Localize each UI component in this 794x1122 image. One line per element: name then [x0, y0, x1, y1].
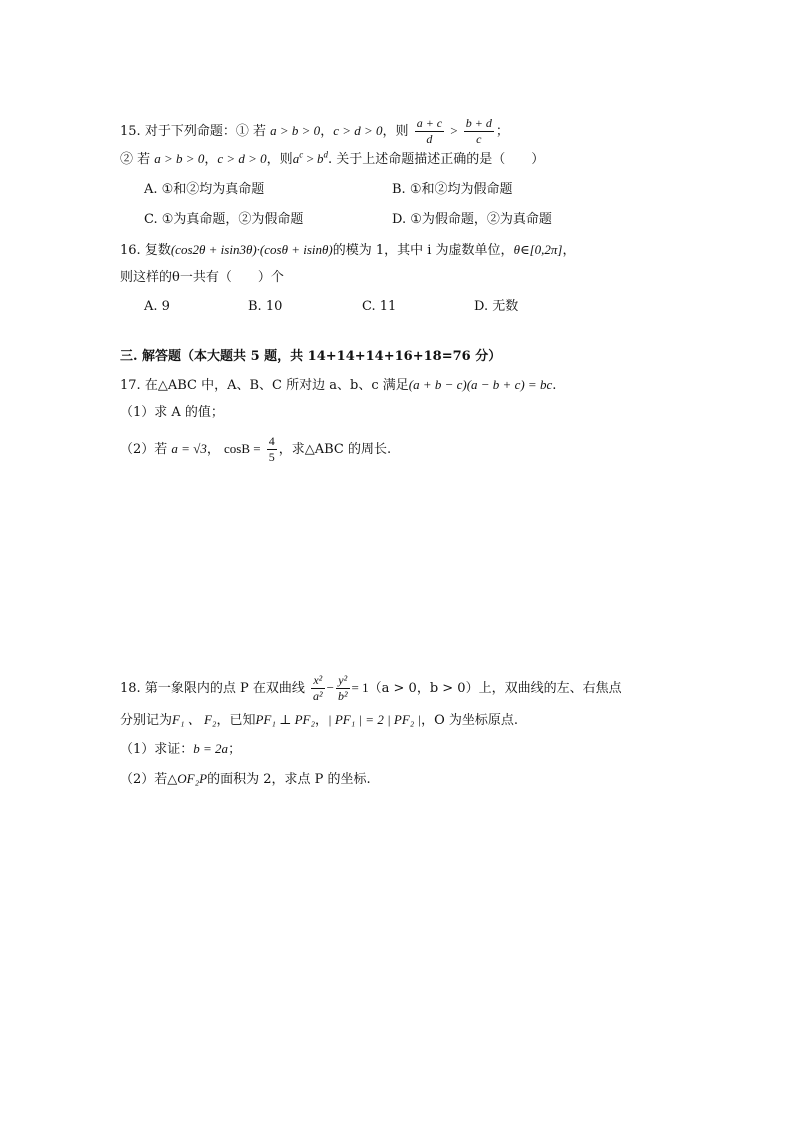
q15-p1-end: ；	[495, 124, 509, 139]
q17-number: 17.	[120, 378, 141, 393]
q16-expr: (cos2θ + isin3θ)·(cosθ + isinθ)	[170, 242, 333, 257]
q15-p2-base1: a	[292, 151, 300, 166]
q17-sub2-frac	[267, 434, 277, 465]
q17-eq: (a + b − c)(a − b + c) = bc	[408, 377, 553, 392]
q15-p1-cond: 若	[252, 124, 266, 139]
q18-line2-d: ，O 为坐标原点.	[421, 713, 519, 728]
q15-frac1-num: a + c	[416, 116, 443, 130]
q15-p1-then: ，则	[382, 124, 409, 139]
q17-sub2-frac-num: 4	[268, 434, 275, 448]
q18-sub1-prefix: （1）求证：	[120, 742, 194, 757]
q17-sub2-cos: cosB =	[224, 441, 261, 456]
q15-p2-tail: . 关于上述命题描述正确的是（ ）	[328, 152, 545, 167]
q18-perp: PF₁ ⊥ PF₂	[255, 712, 315, 727]
q16-text-c: ，	[562, 243, 576, 258]
q16-domain: θ∈[0,2π]	[513, 242, 563, 257]
q18-number: 18.	[120, 681, 141, 696]
q15-p2-base2: b	[317, 151, 324, 166]
q15-choice-c: C. ①为真命题，②为假命题	[144, 212, 304, 227]
q15-p2-prefix: ② 若	[120, 152, 151, 167]
q18-frac1	[311, 673, 325, 704]
q18-sub2-prefix: （2）若△	[120, 772, 178, 787]
q16-line2: 则这样的θ一共有（ ）个	[120, 270, 284, 285]
q18-frac1-num: x²	[311, 673, 325, 689]
q15-choice-d: D. ①为假命题，②为真命题	[392, 212, 552, 227]
q18-sub2	[120, 770, 371, 789]
q15-stem-prefix: 对于下列命题：①	[144, 124, 249, 139]
q15-line1	[120, 116, 509, 147]
q15-number: 15.	[120, 124, 141, 139]
q17-text-a: 在△ABC 中，A、B、C 所对边 a、b、c 满足	[144, 378, 409, 393]
q15-choice-b: B. ①和②均为假命题	[392, 182, 513, 197]
q15-p1-ineq2: c > d > 0	[333, 123, 383, 138]
q18-frac2-num: y²	[336, 673, 350, 689]
q15-line2	[120, 150, 544, 169]
q18-line1	[120, 671, 622, 706]
q15-frac2	[464, 116, 494, 147]
q15-p2-gt: >	[303, 151, 318, 166]
q15-p2-exp2: d	[323, 149, 329, 160]
q16-choice-a: A. 9	[144, 299, 170, 314]
q16-number: 16.	[120, 243, 141, 258]
q15-p2-exp1: c	[299, 149, 304, 160]
q15-choice-a: A. ①和②均为真命题	[144, 182, 265, 197]
q18-text-a: 第一象限内的点 P 在双曲线	[144, 681, 305, 696]
q17-sub2	[120, 432, 391, 467]
q17-sub2-prefix: （2）若	[120, 442, 168, 457]
q18-line2-a: 分别记为	[120, 713, 173, 728]
q15-frac2-num: b + d	[465, 116, 492, 130]
q16-choice-c: C. 11	[362, 299, 397, 314]
q18-sub2-tail: 的面积为 2，求点 P 的坐标.	[207, 772, 371, 787]
q18-cond: （a > 0，b > 0）上，双曲线的左、右焦点	[368, 681, 622, 696]
q18-frac1-den: a²	[312, 689, 323, 703]
q18-frac2	[336, 673, 350, 704]
q15-p1-gt: >	[450, 123, 458, 138]
q17-sub2-frac-den: 5	[268, 450, 275, 464]
q15-p1-comma: ，	[320, 124, 334, 139]
q16-text-a: 复数	[144, 243, 171, 258]
q18-sub1-end: ；	[228, 742, 242, 757]
q18-dist: | PF₁ | = 2 | PF₂ |	[328, 712, 422, 727]
q18-minus: −	[326, 680, 334, 695]
q18-line2-c: ，	[314, 713, 328, 728]
section3-heading: 三. 解答题（本大题共 5 题，共 14+14+14+16+18=76 分）	[120, 349, 502, 364]
q15-frac1	[415, 116, 444, 147]
q18-line2-b: ，已知	[216, 713, 256, 728]
q18-frac2-den: b²	[337, 689, 348, 703]
q15-p2-ineq1: a > b > 0	[154, 151, 205, 166]
q18-foci: F₁ 、 F₂	[172, 712, 217, 727]
q18-sub1-eq: b = 2a	[193, 741, 229, 756]
q16-line1	[120, 241, 575, 260]
q17-line1	[120, 376, 556, 395]
q15-frac1-den: d	[426, 132, 433, 146]
q17-sub1: （1）求 A 的值；	[120, 405, 224, 420]
q16-choice-d: D. 无数	[474, 299, 519, 314]
q18-sub2-tri: OF₂P	[177, 771, 208, 786]
q15-p1-ineq1: a > b > 0	[270, 123, 321, 138]
q15-p2-comma: ，	[204, 152, 218, 167]
q15-frac2-den: c	[476, 132, 482, 146]
q18-sub1	[120, 740, 241, 759]
q17-sub2-a: a = √3	[171, 441, 207, 456]
q17-sub2-tail: ，求△ABC 的周长.	[278, 442, 392, 457]
q16-choice-b: B. 10	[248, 299, 283, 314]
q15-p2-then: ，则	[266, 152, 293, 167]
q18-eq-one: = 1	[351, 680, 369, 695]
q16-text-b: 的模为 1，其中 i 为虚数单位，	[332, 243, 514, 258]
q17-text-end: .	[552, 378, 557, 393]
q17-sub2-comma: ，	[206, 442, 220, 457]
q15-p2-ineq2: c > d > 0	[217, 151, 267, 166]
q18-line2	[120, 711, 518, 730]
